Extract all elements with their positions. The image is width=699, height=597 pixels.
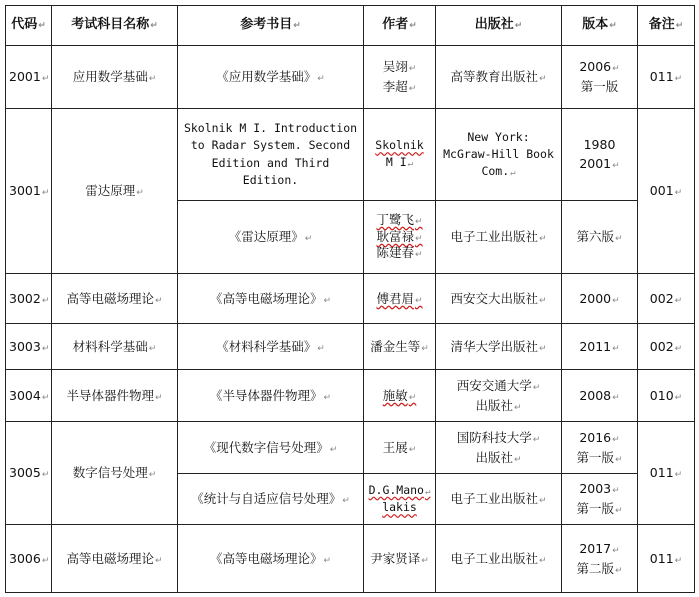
header-author: 作者 ↵ [364,6,436,46]
cell-code: 2001 ↵ [6,46,52,109]
cell-author: 王展 ↵ [364,422,436,474]
author-line: 傅君眉 ↵ [376,291,422,306]
cell-code: 3004 ↵ [6,370,52,422]
cell-note: 011 ↵ [638,46,695,109]
cell-publisher [436,370,562,422]
cell-note: 011 ↵ [638,422,695,525]
cell-book: 《现代数字信号处理》 ↵ [178,422,364,474]
cell-subject: 材料科学基础 ↵ [52,324,178,370]
cell-subject: 数字信号处理 ↵ [52,422,178,525]
publisher-line: McGraw-Hill Book [443,146,554,161]
author-line: 耿富禄 ↵ [367,229,432,246]
cell-author [364,201,436,274]
cell-author [364,109,436,201]
table-row [6,324,695,370]
cell-code: 3002 ↵ [6,274,52,324]
reference-book-table [5,5,695,593]
edition-number: 第一版 [580,79,619,95]
cell-edition: 第六版 ↵ [562,201,638,274]
cell-publisher: 电子工业出版社 ↵ [436,474,562,525]
cell-subject: 高等电磁场理论 ↵ [52,274,178,324]
cell-edition [562,474,638,525]
author-line: lakis [382,500,417,515]
edition-year: 2003 ↵ [565,479,634,499]
cell-edition [562,422,638,474]
publisher-line: 出版社 ↵ [439,448,558,468]
cell-publisher: 电子工业出版社 ↵ [436,201,562,274]
publisher-line: 国防科技大学 ↵ [439,428,558,448]
publisher-line: Com. ↵ [439,163,558,181]
edition-year: 2001 ↵ [565,154,634,174]
cell-book: 《高等电磁场理论》 ↵ [178,274,364,324]
edition-number: 第一版 ↵ [565,448,634,468]
publisher-line: New York: [467,129,530,144]
cell-publisher: 电子工业出版社 ↵ [436,525,562,593]
table-row [6,525,695,593]
edition-year: 2017 ↵ [565,539,634,559]
cell-edition: 2008 ↵ [562,370,638,422]
cell-author [364,274,436,324]
cell-book: 《应用数学基础》 ↵ [178,46,364,109]
table-row [6,274,695,324]
cell-book: 《材料科学基础》 ↵ [178,324,364,370]
author-line: M I ↵ [367,154,432,172]
table-row [6,109,695,201]
author-line: Skolnik [375,138,424,153]
edition-year: 2016 ↵ [565,428,634,448]
author-line: 施敏 ↵ [383,388,417,403]
cell-book: 《统计与自适应信号处理》 ↵ [178,474,364,525]
header-row [6,6,695,46]
cell-book: 《雷达原理》 ↵ [178,201,364,274]
cell-publisher: 清华大学出版社 ↵ [436,324,562,370]
cell-publisher: 高等教育出版社 ↵ [436,46,562,109]
header-publisher: 出版社 ↵ [436,6,562,46]
cell-note: 010 ↵ [638,370,695,422]
cell-subject: 半导体器件物理 ↵ [52,370,178,422]
header-note: 备注 ↵ [638,6,695,46]
table-row [6,46,695,109]
cell-subject: 高等电磁场理论 ↵ [52,525,178,593]
cell-code: 3001 ↵ [6,109,52,274]
cell-author [364,370,436,422]
cell-publisher [436,109,562,201]
cell-note: 001 ↵ [638,109,695,274]
cell-subject: 应用数学基础 ↵ [52,46,178,109]
cell-edition [562,46,638,109]
publisher-line: 西安交通大学 ↵ [439,376,558,396]
edition-number: 第二版 ↵ [565,559,634,579]
cell-code: 3006 ↵ [6,525,52,593]
cell-note: 011 ↵ [638,525,695,593]
cell-author: 潘金生等 ↵ [364,324,436,370]
header-code: 代码 ↵ [6,6,52,46]
edition-year: 1980 [583,136,616,152]
cell-edition [562,109,638,201]
author-line: D.G.Mano ↵ [367,482,432,500]
edition-year: 2006 ↵ [565,57,634,77]
cell-edition: 2000 ↵ [562,274,638,324]
author-line: 李超 ↵ [367,77,432,97]
cell-edition: 2011 ↵ [562,324,638,370]
cell-edition [562,525,638,593]
author-line: 陈建春 ↵ [367,245,432,262]
table-row [6,422,695,474]
cell-author [364,474,436,525]
edition-number: 第一版 ↵ [565,499,634,519]
author-line: 吴翊 ↵ [367,57,432,77]
publisher-line: 出版社 ↵ [439,396,558,416]
cell-book: 《半导体器件物理》 ↵ [178,370,364,422]
cell-code: 3005 ↵ [6,422,52,525]
header-subject: 考试科目名称 ↵ [52,6,178,46]
header-edition: 版本 ↵ [562,6,638,46]
cell-book: 《高等电磁场理论》 ↵ [178,525,364,593]
cell-publisher: 西安交大出版社 ↵ [436,274,562,324]
table-row [6,370,695,422]
cell-note: 002 ↵ [638,324,695,370]
cell-author [364,46,436,109]
cell-code: 3003 ↵ [6,324,52,370]
author-line: 丁鹭飞 ↵ [367,212,432,229]
cell-book: Skolnik M I. Introduction to Radar System. Second Edition and Third Edition. [178,109,364,201]
cell-publisher [436,422,562,474]
cell-author: 尹家贤译 ↵ [364,525,436,593]
header-book: 参考书目 ↵ [178,6,364,46]
cell-note: 002 ↵ [638,274,695,324]
cell-subject: 雷达原理 ↵ [52,109,178,274]
